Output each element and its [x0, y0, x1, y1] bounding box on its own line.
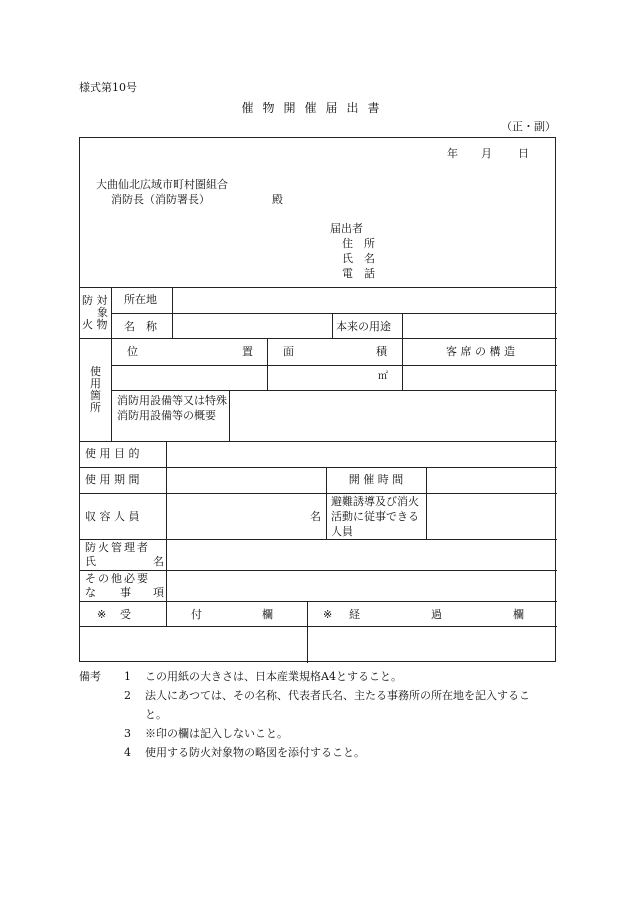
- column-divider: [172, 287, 173, 338]
- row-divider: [80, 539, 557, 540]
- progress-column-label: 欄: [513, 608, 524, 621]
- column-divider: [402, 338, 403, 390]
- fire-manager-label: 名: [153, 555, 164, 568]
- column-divider: [426, 467, 427, 539]
- row-divider: [111, 365, 557, 366]
- column-divider: [332, 313, 333, 338]
- row-divider: [80, 570, 557, 571]
- date-month-label: 月: [481, 147, 492, 160]
- target-group-label: 象: [97, 306, 108, 319]
- document-title: 催物開催届出書: [241, 101, 389, 115]
- row-divider: [80, 338, 557, 339]
- target-group-label: 防 対: [82, 294, 108, 307]
- note-text: 法人にあつては、その名称、代表者氏名、主たる事務所の所在地を記入するこ: [145, 689, 530, 702]
- capacity-unit: 名: [310, 510, 321, 523]
- note-text: と。: [145, 708, 167, 721]
- reception-column-label: 付: [191, 608, 202, 621]
- progress-column-label: 経: [349, 608, 360, 621]
- usage-area-group-label: 用: [90, 377, 101, 390]
- event-time-label: 開 催 時 間: [348, 473, 404, 486]
- reception-column-label: 欄: [262, 608, 273, 621]
- building-name-label: 名 称: [124, 320, 157, 333]
- other-matters-label: な: [85, 586, 96, 599]
- usage-area-group-label: 使: [90, 365, 101, 378]
- progress-column-label: ※: [323, 608, 333, 621]
- note-text: この用紙の大きさは、日本産業規格A4とすること。: [145, 670, 402, 683]
- reception-column-label: ※: [97, 608, 107, 621]
- applicant-label: 届出者: [330, 222, 363, 235]
- column-divider: [111, 287, 112, 441]
- notes-label: 備考: [79, 670, 101, 683]
- row-divider: [80, 287, 557, 288]
- fire-manager-label: 氏: [85, 555, 96, 568]
- other-matters-label: その他必要: [85, 572, 150, 585]
- capacity-label: 収 容 人 員: [85, 510, 140, 523]
- seating-structure-label: 客 席 の 構 造: [446, 345, 515, 358]
- location-label: 所在地: [124, 293, 157, 306]
- form-number: 様式第10号: [79, 81, 137, 94]
- applicant-address-label: 住 所: [342, 237, 375, 250]
- honorific: 殿: [272, 193, 283, 206]
- purpose-label: 使 用 目 的: [85, 447, 140, 460]
- position-label: 置: [242, 345, 253, 358]
- date-day-label: 日: [518, 147, 529, 160]
- note-number: 3: [124, 727, 131, 740]
- other-matters-label: 項: [153, 586, 164, 599]
- fire-equipment-label: 消防用設備等又は特殊消防用設備等の概要: [117, 394, 227, 422]
- usage-area-group-label: 箇: [90, 389, 101, 402]
- note-text: ※印の欄は記入しないこと。: [145, 727, 288, 740]
- reception-column-label: 受: [120, 608, 131, 621]
- date-year-label: 年: [447, 147, 458, 160]
- progress-column-label: 過: [431, 608, 442, 621]
- other-matters-label: 事: [120, 586, 131, 599]
- row-divider: [80, 493, 557, 494]
- row-divider: [80, 467, 557, 468]
- column-divider: [166, 441, 167, 626]
- row-divider: [80, 626, 557, 627]
- row-divider: [111, 390, 557, 391]
- applicant-name-label: 氏 名: [342, 252, 375, 265]
- row-divider: [111, 313, 557, 314]
- note-number: 1: [124, 670, 131, 683]
- fire-manager-label: 防火管理者: [85, 541, 150, 554]
- note-text: 使用する防火対象物の略図を添付すること。: [145, 746, 365, 759]
- original-use-label: 本来の用途: [336, 320, 391, 333]
- addressee-title: 消防長（消防署長）: [111, 193, 210, 206]
- row-divider: [80, 601, 557, 602]
- target-group-label: 火 物: [82, 318, 108, 331]
- column-divider: [307, 601, 308, 663]
- column-divider: [267, 338, 268, 390]
- copy-type-label: （正・副）: [501, 120, 556, 133]
- usage-area-group-label: 所: [90, 401, 101, 414]
- applicant-phone-label: 電 話: [342, 267, 375, 280]
- addressee-organization: 大曲仙北広域市町村圏組合: [96, 178, 228, 191]
- area-label: 積: [376, 345, 387, 358]
- evacuation-staff-label: 避難誘導及び消火活動に従事できる人員: [331, 495, 419, 538]
- row-divider: [80, 441, 557, 442]
- note-number: 2: [124, 689, 131, 702]
- area-unit: ㎡: [378, 371, 388, 382]
- usage-period-label: 使 用 期 間: [85, 473, 140, 486]
- column-divider: [402, 313, 403, 338]
- column-divider: [229, 390, 230, 441]
- application-form-table: [79, 137, 556, 662]
- position-label: 位: [127, 345, 138, 358]
- area-label: 面: [283, 345, 294, 358]
- note-number: 4: [124, 746, 131, 759]
